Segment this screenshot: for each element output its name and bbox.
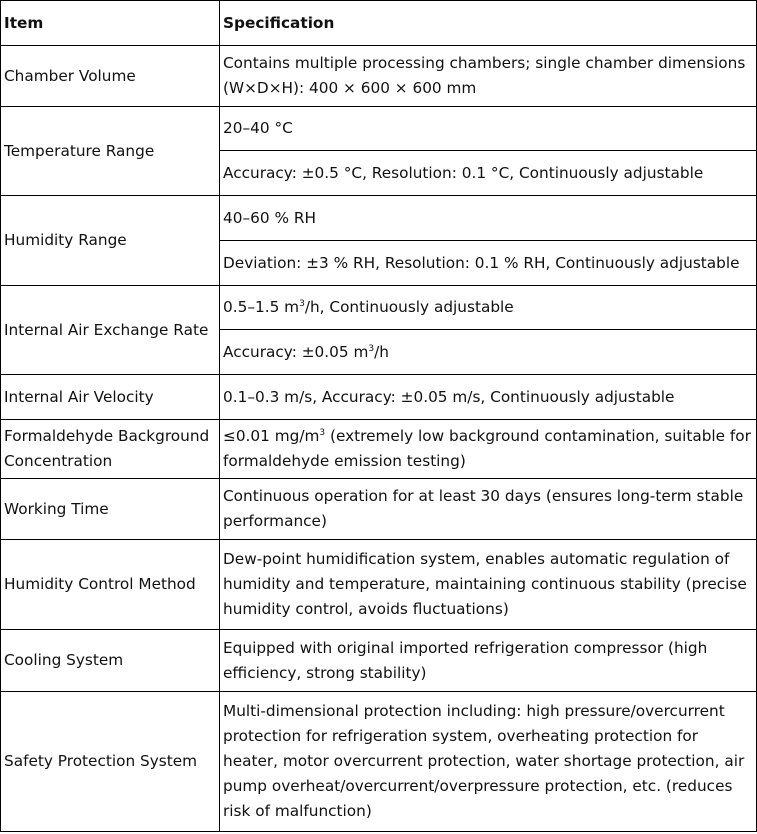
item-cell: Cooling System <box>1 630 220 692</box>
table-row <box>1 540 757 630</box>
spec-cell: Multi-dimensional protection including: high pressure/overcurrent protection for refrigeration system, overheating protection for heater, motor overcurrent protection, water shortage protection, air pump overheat/overcurrent/overpressure protection, etc. (reduces risk of malfunction) <box>220 692 757 832</box>
item-cell: Internal Air Velocity <box>1 375 220 420</box>
header-item: Item <box>1 1 220 46</box>
spec-cell: 0.1–0.3 m/s, Accuracy: ±0.05 m/s, Continuously adjustable <box>220 375 757 420</box>
superscript: 3 <box>319 427 326 438</box>
superscript: 3 <box>299 298 305 309</box>
table-row <box>1 196 757 241</box>
table-row <box>1 46 757 107</box>
spec-cell: Continuous operation for at least 30 days (ensures long-term stable performance) <box>220 479 757 540</box>
spec-text: /h <box>374 342 389 361</box>
header-specification: Specification <box>220 1 757 46</box>
spec-cell <box>220 286 757 330</box>
spec-text: 0.5–1.5 m <box>223 298 300 316</box>
spec-cell: Deviation: ±3 % RH, Resolution: 0.1 % RH, Continuously adjustable <box>220 241 757 286</box>
item-cell: Formaldehyde Background Concentration <box>1 420 220 479</box>
spec-cell <box>220 330 757 375</box>
table-row <box>1 420 757 479</box>
spec-cell: 40–60 % RH <box>220 196 757 241</box>
item-cell: Internal Air Exchange Rate <box>1 286 220 375</box>
item-cell: Temperature Range <box>1 107 220 196</box>
superscript: 3 <box>368 343 375 354</box>
table-row <box>1 692 757 832</box>
spec-cell: Equipped with original imported refrigeration compressor (high efficiency, strong stability) <box>220 630 757 692</box>
spec-text: Accuracy: ±0.05 m <box>223 342 369 361</box>
item-cell: Safety Protection System <box>1 692 220 832</box>
spec-text: /h, Continuously adjustable <box>304 298 514 316</box>
spec-cell: Contains multiple processing chambers; single chamber dimensions (W×D×H): 400 × 600 × 600 mm <box>220 46 757 107</box>
table-row <box>1 375 757 420</box>
spec-text: (extremely low background contamination, suitable for formaldehyde emission testing) <box>223 427 751 470</box>
spec-cell: 20–40 °C <box>220 107 757 151</box>
spec-cell: Accuracy: ±0.5 °C, Resolution: 0.1 °C, Continuously adjustable <box>220 151 757 196</box>
table-row <box>1 107 757 151</box>
spec-cell <box>220 420 757 479</box>
table-header-row <box>1 1 757 46</box>
item-cell: Humidity Range <box>1 196 220 286</box>
item-cell: Humidity Control Method <box>1 540 220 630</box>
table-row <box>1 479 757 540</box>
spec-text: ≤0.01 mg/m <box>223 427 320 445</box>
item-cell: Working Time <box>1 479 220 540</box>
table-row <box>1 286 757 330</box>
spec-cell: Dew-point humidification system, enables automatic regulation of humidity and temperature, maintaining continuous stability (precise humidity control, avoids fluctuations) <box>220 540 757 630</box>
table-row <box>1 630 757 692</box>
item-cell: Chamber Volume <box>1 46 220 107</box>
